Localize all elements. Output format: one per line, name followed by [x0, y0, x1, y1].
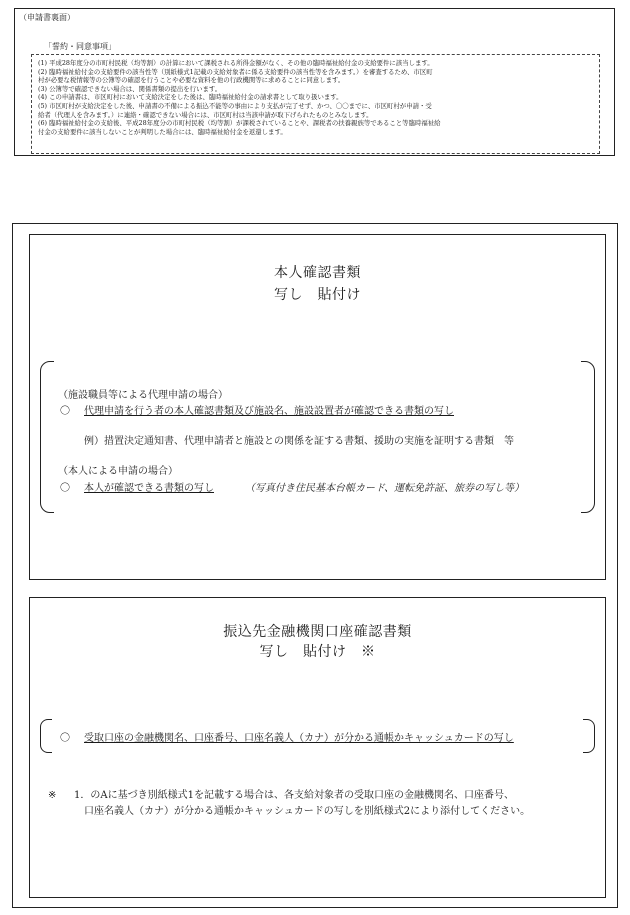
self-examples-text: （写真付き住民基本台帳カード、運転免許証、旅券の写し等）: [245, 483, 525, 494]
bank-document-text: 受取口座の金融機関名、口座番号、口座名義人（カナ）が分かる通帳かキャッシュカードの写し: [84, 733, 514, 744]
pledge-item-4: (4) この申請書は、市区町村において支給決定をした後は、臨時福祉給付金の請求書として取り扱います。: [38, 93, 343, 102]
back-page-label: （申請書裏面）: [19, 13, 75, 22]
self-bullet: 〇: [60, 483, 70, 494]
self-document-text: 本人が確認できる書類の写し: [84, 483, 214, 494]
identity-subtitle: 写し 貼付け: [274, 287, 361, 303]
proxy-example-text: 例）措置決定通知書、代理申請者と施設との関係を証する書類、援助の実施を証明する書類 等: [84, 436, 514, 447]
pledge-title: 「誓約・同意事項」: [44, 42, 116, 51]
pledge-panel: [14, 8, 615, 156]
note-mark: ※: [48, 790, 57, 801]
note-line-2: 口座名義人（カナ）が分かる通帳かキャッシュカードの写しを別紙様式2により添付してください。: [84, 806, 531, 817]
bank-doc-area: [29, 597, 606, 898]
proxy-heading: （施設職員等による代理申請の場合）: [58, 390, 228, 401]
pledge-item-3: (3) 公簿等で確認できない場合は、関係書類の提出を行います。: [38, 84, 222, 93]
pledge-item-5: (5) 市区町村が支給決定をした後、申請書の不備による振込不能等の事由により支払が完了せず、かつ、〇〇までに、市区町村が申請・受 給者（代理人を含みます。）に連絡・確認できない場合には、市区町村は当該申請が取下げられたものとみなします。: [38, 101, 432, 119]
proxy-bullet: 〇: [60, 406, 70, 417]
pledge-item-2: (2) 臨時福祉給付金の支給要件の該当性等（別紙様式1記載の支給対象者に係る支給要件の該当性等を含みます。）を審査するため、市区町 村が必要な税情報等の公簿等の確認を行うことや必要な資料を他の行政機関等に求めることに同意します。: [38, 67, 433, 85]
proxy-document-text: 代理申請を行う者の本人確認書類及び施設名、施設設置者が確認できる書類の写し: [84, 406, 454, 417]
self-heading: （本人による申請の場合）: [58, 466, 178, 477]
bank-bullet: 〇: [60, 733, 70, 744]
pledge-list-box: [31, 54, 600, 154]
pledge-item-1: (1) 平成28年度分の市町村民税（均等割）の計算において課税される所得金額がなく、その他の臨時福祉給付金の支給要件に該当します。: [38, 59, 434, 67]
pledge-item-6: (6) 臨時福祉給付金の支給後、平成28年度分の市町村民税（均等割）が課税されていることや、課税者の扶養親族等であること等臨時福祉給 付金の支給要件に該当しないことが判明した場合には、臨時福祉給付金を返還します。: [38, 119, 441, 136]
identity-title: 本人確認書類: [274, 265, 361, 281]
identity-doc-area: [29, 234, 606, 580]
note-line-1: 1．のAに基づき別紙様式1を記載する場合は、各支給対象者の受取口座の金融機関名、口座番号、: [74, 790, 514, 801]
attachment-panel: [12, 223, 618, 908]
bank-subtitle: 写し 貼付け ※: [259, 644, 376, 660]
bank-title: 振込先金融機関口座確認書類: [223, 624, 412, 640]
